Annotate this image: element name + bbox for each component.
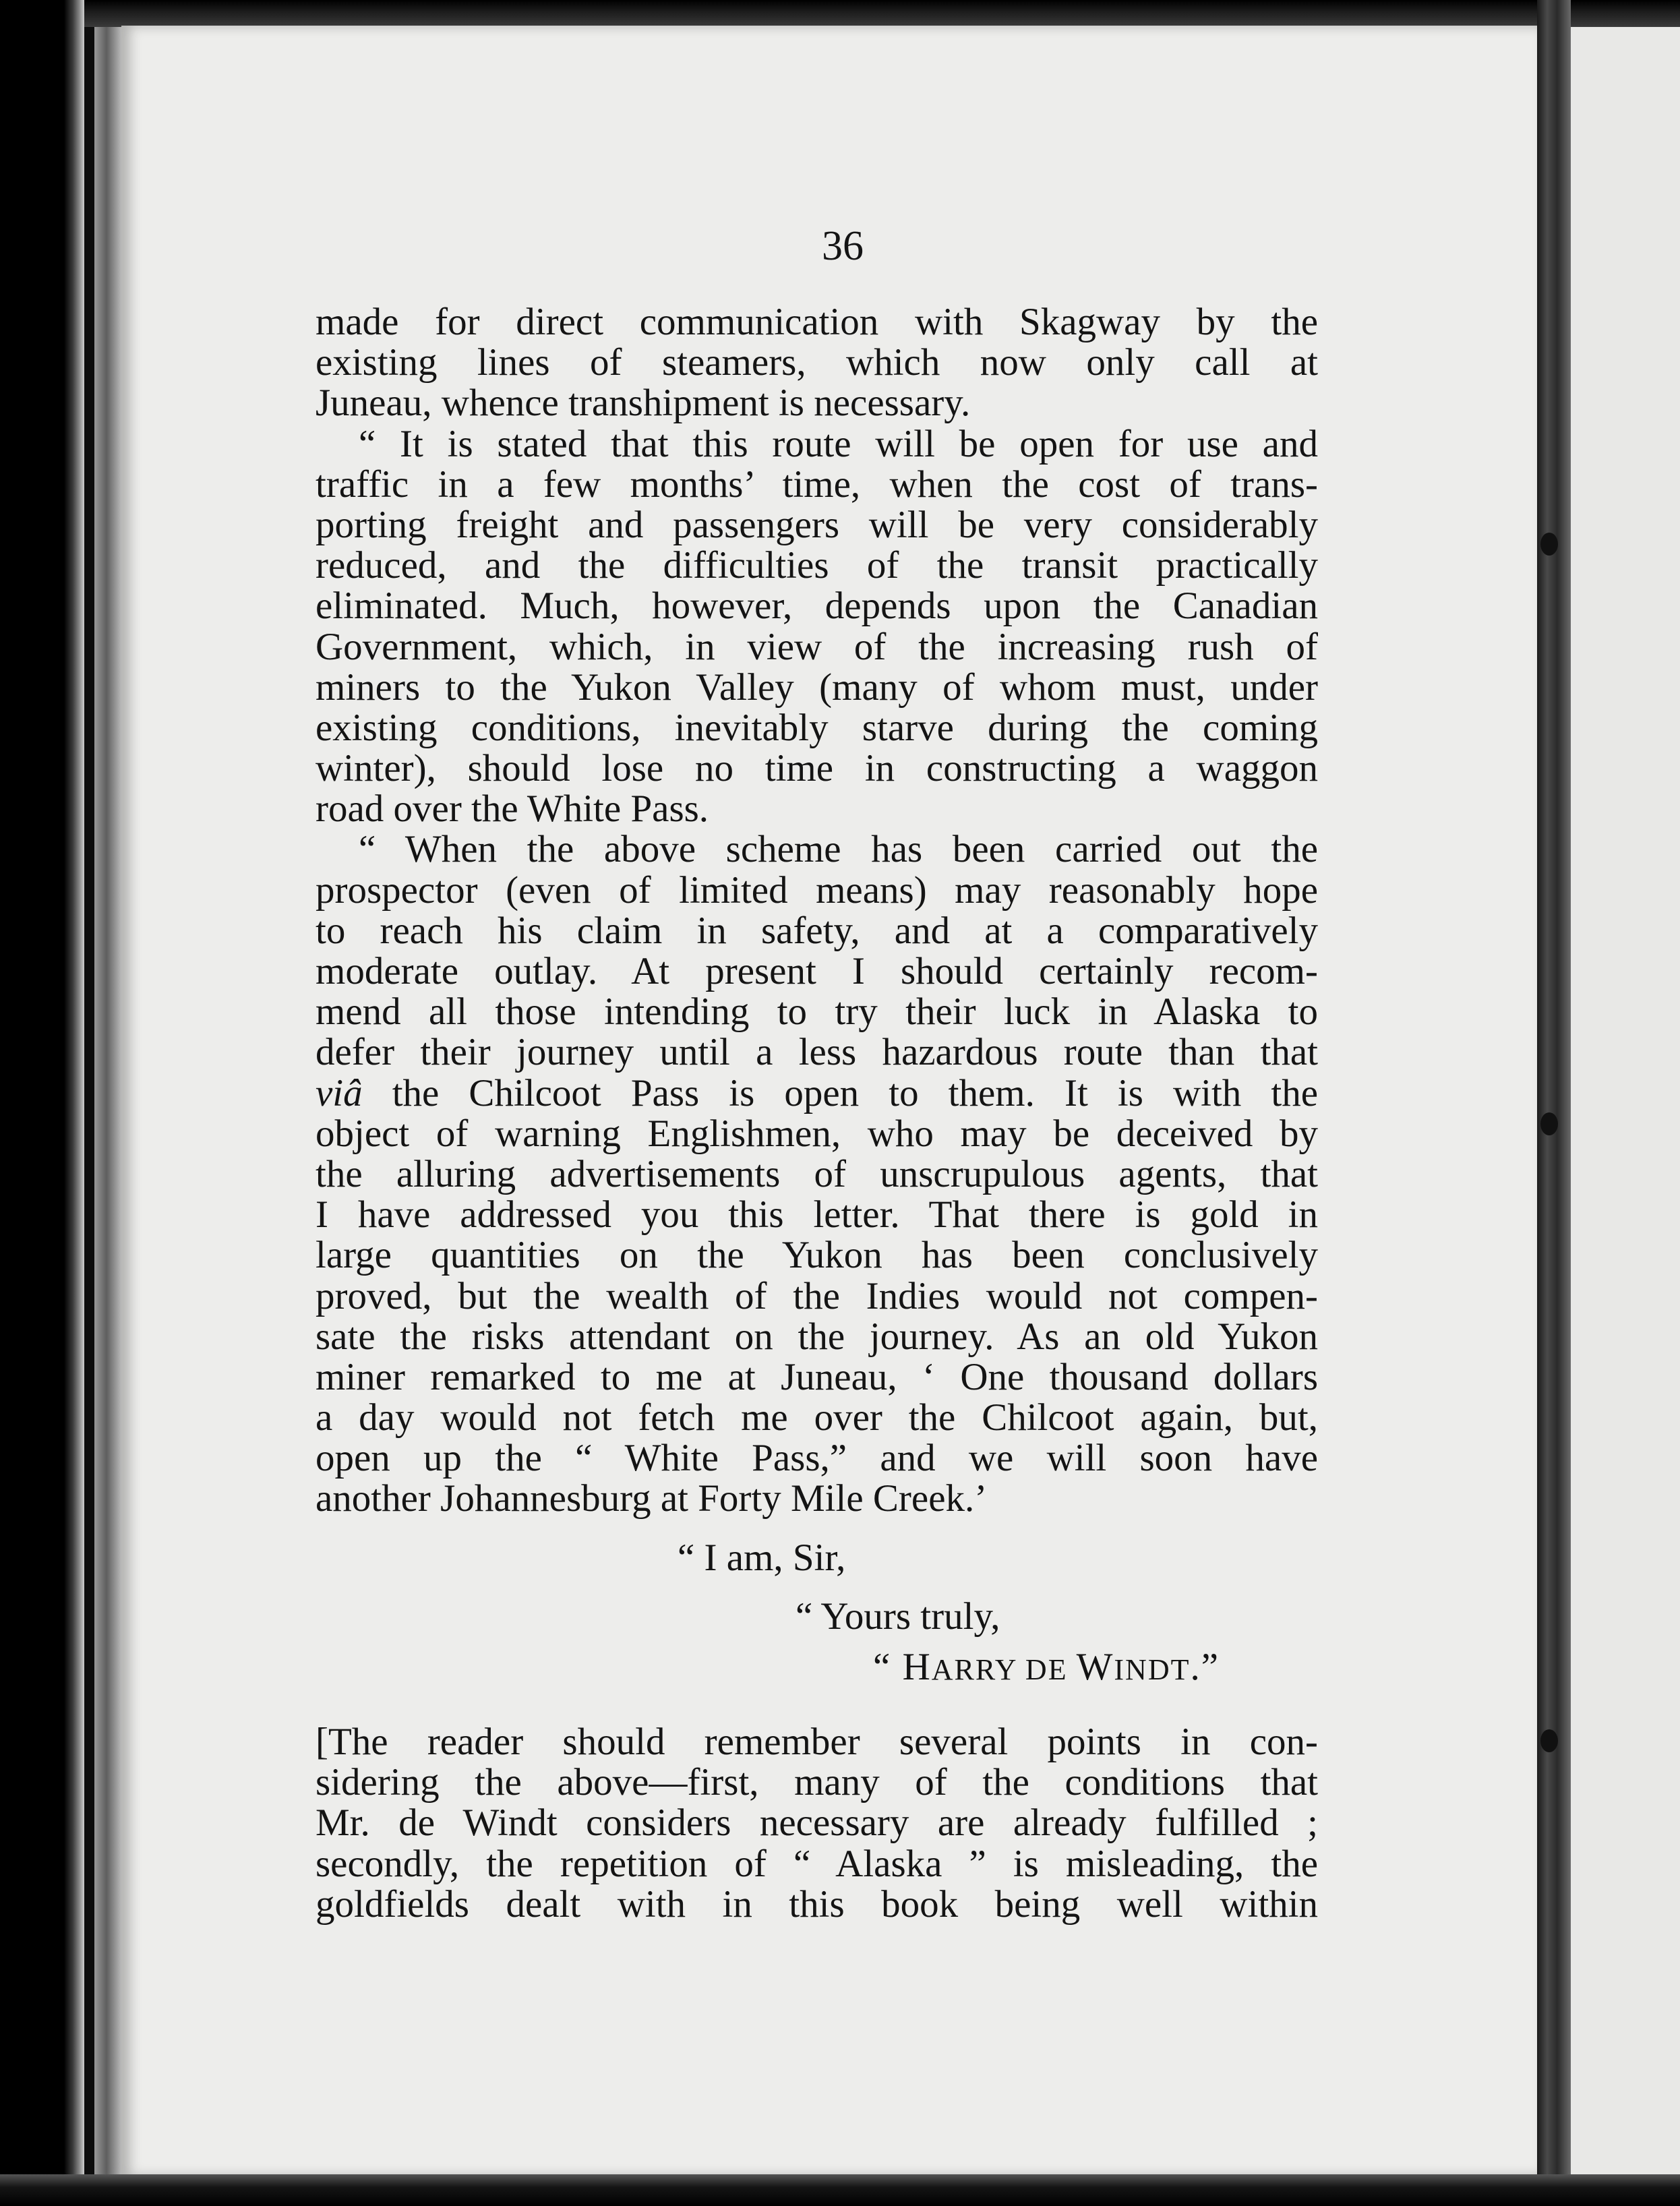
text-line: existing conditions, inevitably starve during the coming: [316, 707, 1318, 749]
letter-body: [316, 302, 1318, 1520]
text-line: object of warning Englishmen, who may be deceived by: [316, 1113, 1318, 1154]
text-line: winter), should lose no time in constructing a waggon: [316, 748, 1318, 789]
text-line: Juneau, whence transhipment is necessary.: [316, 383, 971, 424]
text-line: road over the White Pass.: [316, 789, 709, 830]
text-line: I have addressed you this letter. That there is gold in: [316, 1195, 1318, 1236]
signature-open-quote: “: [873, 1646, 903, 1688]
note-line: goldfields dealt with in this book being well within: [316, 1884, 1318, 1926]
signature-smallcaps: DE: [1016, 1653, 1077, 1686]
binding-thread-knot: [1540, 1729, 1558, 1752]
book-left-cover: [0, 0, 84, 2206]
text-line: miner remarked to me at Juneau, ‘ One thousand dollars: [316, 1357, 1318, 1398]
text-line: traffic in a few months’ time, when the cost of trans-: [316, 464, 1318, 505]
text-line: defer their journey until a less hazardous route than that: [316, 1032, 1318, 1073]
closing-salutation: “ I am, Sir,: [678, 1537, 846, 1579]
editor-note: [316, 1723, 1318, 1926]
italic-via: viâ: [316, 1073, 363, 1114]
text-line: “ It is stated that this route will be open for use and: [359, 423, 1318, 465]
signature-initial: H: [902, 1646, 932, 1688]
text-line: made for direct communication with Skagway by the: [316, 302, 1318, 343]
closing-yours-truly: “ Yours truly,: [796, 1595, 1000, 1638]
page-left-binding: [94, 27, 121, 2174]
note-line: Mr. de Windt considers necessary are already fulfilled ;: [316, 1803, 1318, 1845]
text-line: eliminated. Much, however, depends upon the Canadian: [316, 586, 1318, 627]
book-top-edge: [0, 0, 1680, 27]
text-line: to reach his claim in safety, and at a comparatively: [316, 910, 1318, 951]
text-line: [316, 1073, 1318, 1114]
book-gutter: [1537, 0, 1571, 2206]
signature-initial: W: [1076, 1646, 1114, 1688]
signature-close-quote: .”: [1190, 1646, 1220, 1688]
text-line: existing lines of steamers, which now only call at: [316, 342, 1318, 384]
text-line: Government, which, in view of the increasing rush of: [316, 626, 1318, 667]
text-line: prospector (even of limited means) may reasonably hope: [316, 870, 1318, 911]
text-line: moderate outlay. At present I should certainly recom-: [316, 951, 1318, 992]
book-bottom-edge: [0, 2174, 1680, 2206]
text-line: sate the risks attendant on the journey. As an old Yukon: [316, 1316, 1318, 1357]
signature-smallcaps: INDT: [1114, 1653, 1191, 1686]
text-line: mend all those intending to try their luck in Alaska to: [316, 992, 1318, 1033]
text-line: open up the “ White Pass,” and we will soon have: [316, 1438, 1318, 1479]
text-line: another Johannesburg at Forty Mile Creek.’: [316, 1479, 988, 1520]
text-line: miners to the Yukon Valley (many of whom must, under: [316, 667, 1318, 708]
text-line-rest: the Chilcoot Pass is open to them. It is with the: [392, 1073, 1318, 1114]
page-number: 36: [822, 223, 864, 269]
facing-page-edge: [1571, 27, 1680, 2184]
text-line: the alluring advertisements of unscrupulous agents, that: [316, 1154, 1318, 1195]
text-line: porting freight and passengers will be very considerably: [316, 504, 1318, 546]
note-line: [The reader should remember several points in con-: [316, 1723, 1318, 1763]
text-line: “ When the above scheme has been carried out the: [359, 829, 1318, 870]
note-line: sidering the above—first, many of the conditions that: [316, 1763, 1318, 1804]
text-line: reduced, and the difficulties of the transit practically: [316, 545, 1318, 587]
text-line: proved, but the wealth of the Indies would not compen-: [316, 1276, 1318, 1317]
binding-thread-knot: [1540, 1112, 1558, 1135]
signature-smallcaps: ARRY: [931, 1653, 1017, 1686]
signature: [873, 1645, 1220, 1689]
text-line: large quantities on the Yukon has been conclusively: [316, 1235, 1318, 1276]
note-line: secondly, the repetition of “ Alaska ” is misleading, the: [316, 1844, 1318, 1885]
binding-thread-knot: [1540, 533, 1558, 556]
text-line: a day would not fetch me over the Chilcoot again, but,: [316, 1398, 1318, 1439]
